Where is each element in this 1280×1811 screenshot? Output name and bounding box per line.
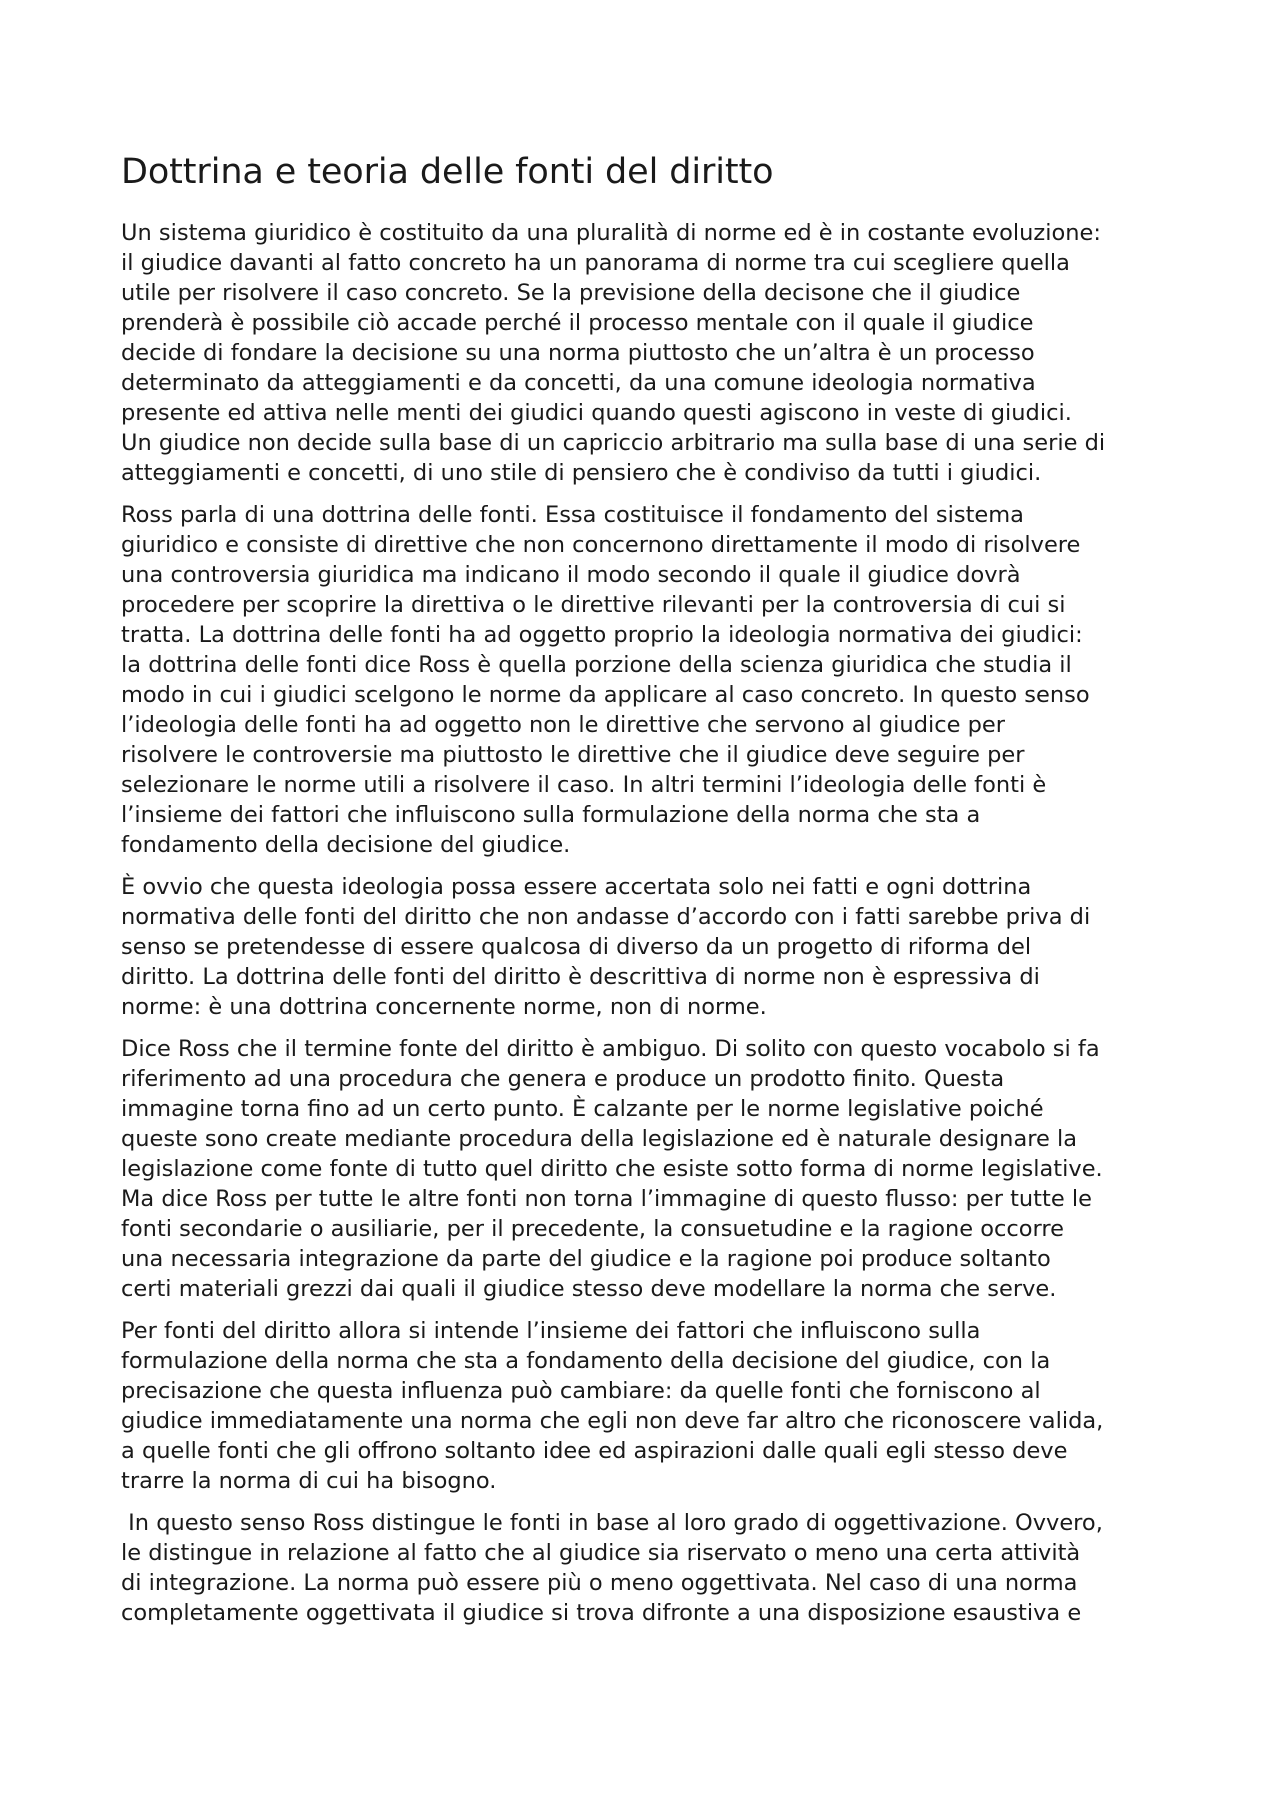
paragraph-sistema-giuridico: Un sistema giuridico è costituito da una pluralità di norme ed è in costante evoluzione: il giudice davanti al fatto concreto ha un panorama di norme tra cui scegliere quella utile per risolvere il caso concreto. Se la previsione della decisone che il giudice prenderà è possibile ciò accade perché il processo mentale con il quale il giudice decide di fondare la decisione su una norma piuttosto che un’altra è un processo determinato da atteggiamenti e da concetti, da una comune ideologia normativa presente ed attiva nelle menti dei giudici quando questi agiscono in veste di giudici. Un giudice non decide sulla base di un capriccio arbitrario ma sulla base di una serie di atteggiamenti e concetti, di uno stile di pensiero che è condiviso da tutti i giudici. (121, 220, 1106, 486)
paragraph-grado-oggettivazione: In questo senso Ross distingue le fonti in base al loro grado di oggettivazione. Ovvero, le distingue in relazione al fatto che al giudice sia riservato o meno una certa attività di integrazione. La norma può essere più o meno oggettivata. Nel caso di una norma completamente oggettivata il giudice si trova difronte a una disposizione esaustiva e (121, 1510, 1103, 1626)
paragraph-dottrina-delle-fonti: Ross parla di una dottrina delle fonti. Essa costituisce il fondamento del sistema giuridico e consiste di direttive che non concernono direttamente il modo di risolvere una controversia giuridica ma indicano il modo secondo il quale il giudice dovrà procedere per scoprire la direttiva o le direttive rilevanti per la controversia di cui si tratta. La dottrina delle fonti ha ad oggetto proprio la ideologia normativa dei giudici: la dottrina delle fonti dice Ross è quella porzione della scienza giuridica che studia il modo in cui i giudici scelgono le norme da applicare al caso concreto. In questo senso l’ideologia delle fonti ha ad oggetto non le direttive che servono al giudice per risolvere le controversie ma piuttosto le direttive che il giudice deve seguire per selezionare le norme utili a risolvere il caso. In altri termini l’ideologia delle fonti è l’insieme dei fattori che influiscono sulla formulazione della norma che sta a fondamento della decisione del giudice. (121, 502, 1090, 858)
document-title: Dottrina e teoria delle fonti del diritto (121, 152, 774, 192)
paragraph-definizione-fonti: Per fonti del diritto allora si intende l’insieme dei fattori che influiscono sulla formulazione della norma che sta a fondamento della decisione del giudice, con la precisazione che questa influenza può cambiare: da quelle fonti che forniscono al giudice immediatamente una norma che egli non deve far altro che riconoscere valida, a quelle fonti che gli offrono soltanto idee ed aspirazioni dalle quali egli stesso deve trarre la norma di cui ha bisogno. (121, 1318, 1104, 1494)
paragraph-ideologia-accertata: È ovvio che questa ideologia possa essere accertata solo nei fatti e ogni dottrina normativa delle fonti del diritto che non andasse d’accordo con i fatti sarebbe priva di senso se pretendesse di essere qualcosa di diverso da un progetto di riforma del diritto. La dottrina delle fonti del diritto è descrittiva di norme non è espressiva di norme: è una dottrina concernente norme, non di norme. (121, 874, 1091, 1020)
document-body (121, 148, 1161, 1640)
paragraph-termine-ambiguo: Dice Ross che il termine fonte del diritto è ambiguo. Di solito con questo vocabolo si fa riferimento ad una procedura che genera e produce un prodotto finito. Questa immagine torna fino ad un certo punto. È calzante per le norme legislative poiché queste sono create mediante procedura della legislazione ed è naturale designare la legislazione come fonte di tutto quel diritto che esiste sotto forma di norme legislative. Ma dice Ross per tutte le altre fonti non torna l’immagine di questo flusso: per tutte le fonti secondarie o ausiliarie, per il precedente, la consuetudine e la ragione occorre una necessaria integrazione da parte del giudice e la ragione poi produce soltanto certi materiali grezzi dai quali il giudice stesso deve modellare la norma che serve. (121, 1036, 1103, 1302)
